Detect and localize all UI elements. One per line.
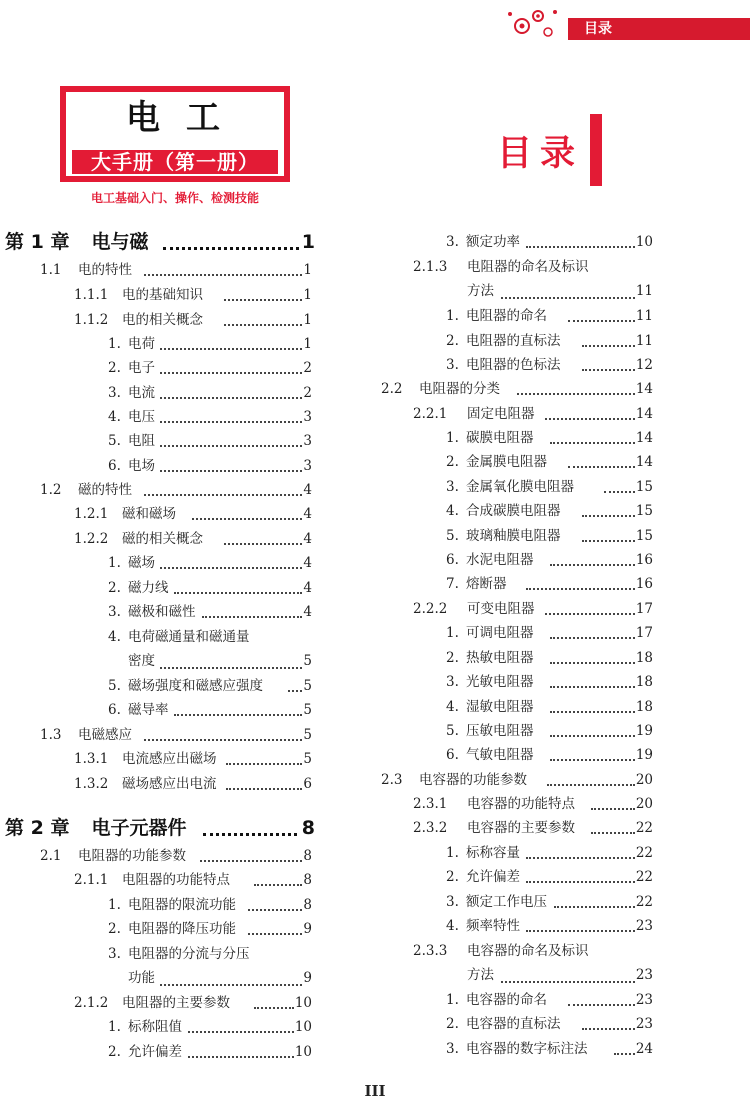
toc-item[interactable]: 2. 电子 2 [108, 360, 312, 376]
toc-item[interactable]: 3. 电流 2 [108, 385, 312, 401]
toc-heading-accent-bar [590, 114, 602, 186]
toc-subsection-2-1-3[interactable]: 2.1.3 电阻器的命名及标识 方法 11 [413, 259, 653, 299]
toc-item[interactable]: 6. 磁导率 5 [108, 702, 312, 718]
toc-subsection-2-3-2[interactable]: 2.3.2 电容器的主要参数 22 [413, 820, 653, 836]
toc-chapter-1[interactable]: 第 1 章 电与磁 1 [5, 231, 315, 253]
toc-item[interactable]: 2. 电阻器的降压功能 9 [108, 921, 312, 937]
toc-item[interactable]: 1. 电荷 1 [108, 336, 312, 352]
toc-item[interactable]: 2. 热敏电阻器 18 [446, 650, 653, 666]
toc-item[interactable]: 1. 标称容量 22 [446, 845, 653, 861]
toc-subsection-1-2-2[interactable]: 1.2.2 磁的相关概念 4 [74, 531, 312, 547]
toc-subsection-1-1-2[interactable]: 1.1.2 电的相关概念 1 [74, 312, 312, 328]
toc-item[interactable]: 3. 金属氧化膜电阻器 15 [446, 479, 653, 495]
toc-item[interactable]: 4. 湿敏电阻器 18 [446, 699, 653, 715]
toc-item[interactable]: 2. 磁力线 4 [108, 580, 312, 596]
toc-item[interactable]: 5. 磁场强度和磁感应强度 5 [108, 678, 312, 694]
toc-section-1-2[interactable]: 1.2 磁的特性 4 [40, 482, 312, 498]
toc-chapter-2[interactable]: 第 2 章 电子元器件 8 [5, 817, 315, 839]
toc-subsection-2-1-1[interactable]: 2.1.1 电阻器的功能特点 8 [74, 872, 312, 888]
toc-item[interactable]: 3. 额定功率 10 [446, 234, 653, 250]
toc-subsection-1-2-1[interactable]: 1.2.1 磁和磁场 4 [74, 506, 312, 522]
header-section-title: 目录 [584, 21, 612, 37]
toc-subsection-2-1-2[interactable]: 2.1.2 电阻器的主要参数 10 [74, 995, 312, 1011]
toc-item[interactable]: 6. 水泥电阻器 16 [446, 552, 653, 568]
book-title: 电工 [126, 98, 246, 138]
toc-subsection-1-1-1[interactable]: 1.1.1 电的基础知识 1 [74, 287, 312, 303]
toc-item[interactable]: 4. 电压 3 [108, 409, 312, 425]
toc-heading: 目录 [497, 134, 584, 174]
toc-item[interactable]: 7. 熔断器 16 [446, 576, 653, 592]
page-number: III [364, 1082, 386, 1100]
header-banner [568, 18, 750, 40]
toc-subsection-1-3-1[interactable]: 1.3.1 电流感应出磁场 5 [74, 751, 312, 767]
toc-item[interactable]: 1. 电容器的命名 23 [446, 992, 653, 1008]
toc-item[interactable]: 2. 电容器的直标法 23 [446, 1016, 653, 1032]
toc-section-2-2[interactable]: 2.2 电阻器的分类 14 [381, 381, 653, 397]
toc-item[interactable]: 5. 玻璃釉膜电阻器 15 [446, 528, 653, 544]
toc-item[interactable]: 3. 电容器的数字标注法 24 [446, 1041, 653, 1057]
toc-item[interactable]: 2. 金属膜电阻器 14 [446, 454, 653, 470]
toc-item[interactable]: 3. 光敏电阻器 18 [446, 674, 653, 690]
toc-item[interactable]: 3. 电阻器的分流与分压 功能 9 [108, 946, 312, 986]
toc-subsection-2-2-1[interactable]: 2.2.1 固定电阻器 14 [413, 406, 653, 422]
toc-item[interactable]: 4. 合成碳膜电阻器 15 [446, 503, 653, 519]
toc-item[interactable]: 3. 额定工作电压 22 [446, 894, 653, 910]
toc-item[interactable]: 2. 允许偏差 22 [446, 869, 653, 885]
book-tagline: 电工基础入门、操作、检测技能 [90, 191, 259, 205]
toc-item[interactable]: 1. 电阻器的限流功能 8 [108, 897, 312, 913]
decorative-gears-icon [500, 2, 570, 42]
book-subtitle: 大手册（第一册） [72, 150, 278, 174]
toc-subsection-1-3-2[interactable]: 1.3.2 磁场感应出电流 6 [74, 776, 312, 792]
toc-section-2-1[interactable]: 2.1 电阻器的功能参数 8 [40, 848, 312, 864]
toc-item[interactable]: 1. 碳膜电阻器 14 [446, 430, 653, 446]
toc-item[interactable]: 1. 标称阻值 10 [108, 1019, 312, 1035]
toc-item[interactable]: 1. 电阻器的命名 11 [446, 308, 653, 324]
toc-subsection-2-3-3[interactable]: 2.3.3 电容器的命名及标识 方法 23 [413, 943, 653, 983]
toc-item[interactable]: 5. 电阻 3 [108, 433, 312, 449]
toc-subsection-2-2-2[interactable]: 2.2.2 可变电阻器 17 [413, 601, 653, 617]
toc-item[interactable]: 2. 允许偏差 10 [108, 1044, 312, 1060]
toc-item[interactable]: 4. 电荷磁通量和磁通量 密度 5 [108, 629, 312, 669]
toc-item[interactable]: 3. 电阻器的色标法 12 [446, 357, 653, 373]
toc-section-1-1[interactable]: 1.1 电的特性 1 [40, 262, 312, 278]
toc-section-1-3[interactable]: 1.3 电磁感应 5 [40, 727, 312, 743]
toc-item[interactable]: 3. 磁极和磁性 4 [108, 604, 312, 620]
toc-item[interactable]: 1. 磁场 4 [108, 555, 312, 571]
toc-item[interactable]: 1. 可调电阻器 17 [446, 625, 653, 641]
toc-item[interactable]: 2. 电阻器的直标法 11 [446, 333, 653, 349]
toc-subsection-2-3-1[interactable]: 2.3.1 电容器的功能特点 20 [413, 796, 653, 812]
toc-section-2-3[interactable]: 2.3 电容器的功能参数 20 [381, 772, 653, 788]
toc-item[interactable]: 5. 压敏电阻器 19 [446, 723, 653, 739]
toc-item[interactable]: 6. 气敏电阻器 19 [446, 747, 653, 763]
toc-item[interactable]: 6. 电场 3 [108, 458, 312, 474]
book-logo [60, 86, 290, 182]
toc-item[interactable]: 4. 频率特性 23 [446, 918, 653, 934]
